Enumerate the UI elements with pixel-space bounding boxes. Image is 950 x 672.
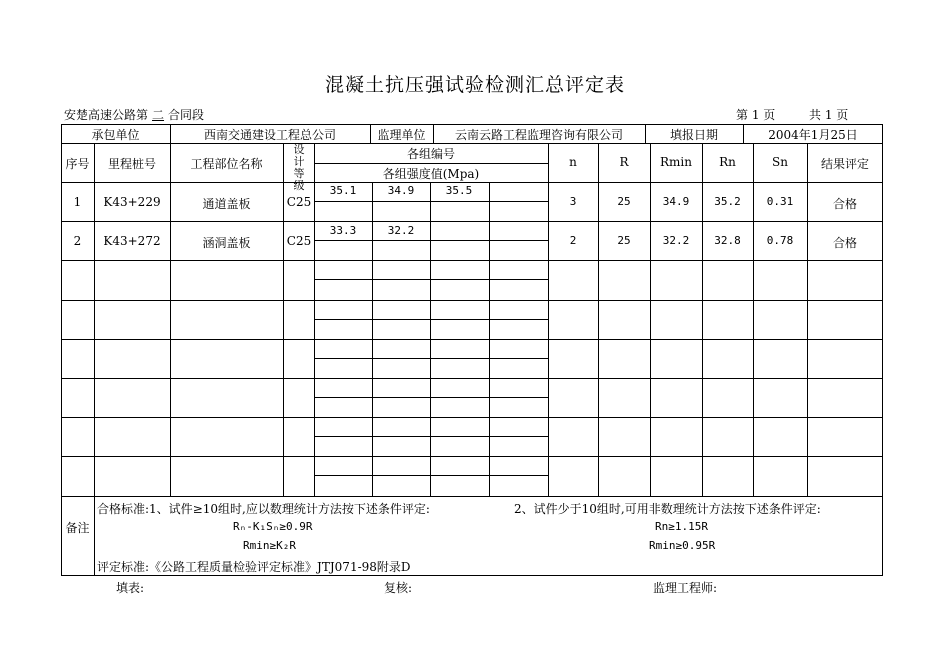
row-divider: [61, 456, 883, 457]
reviewer-label: 复核:: [384, 581, 413, 595]
col-grade: 设计等级: [293, 143, 305, 192]
row1-grade: C25: [286, 195, 312, 209]
formula-statistical-1: Rₙ-K₁Sₙ≥0.9R: [233, 520, 313, 533]
date-label: 填报日期: [669, 128, 718, 142]
page-total: 共 1 页: [809, 108, 849, 122]
value-subrow-divider: [314, 240, 548, 241]
row2-value-1: 33.3: [329, 224, 357, 237]
col-result: 结果评定: [820, 157, 869, 171]
project-prefix: 安楚高速公路第: [64, 108, 149, 122]
row2-n: 2: [569, 234, 577, 247]
project-section: [64, 106, 204, 123]
row1-rmin: 34.9: [662, 195, 690, 208]
row2-sn: 0.78: [766, 234, 794, 247]
col-part: 工程部位名称: [190, 157, 263, 171]
value-subrow-divider: [314, 475, 548, 476]
supervisor-value: 云南云路工程监理咨询有限公司: [454, 128, 623, 142]
evaluation-standard: 评定标准:《公路工程质量检验评定标准》JTJ071-98附录D: [97, 560, 411, 574]
col-strength: 各组强度值(Mpa): [382, 167, 480, 181]
row2-r: 25: [617, 234, 631, 247]
row2-value-2: 32.2: [387, 224, 415, 237]
remarks-divider: [61, 496, 883, 497]
row-divider: [61, 260, 883, 261]
row2-station: K43+272: [103, 234, 161, 248]
remarks-label: 备注: [65, 521, 90, 535]
col-group-no: 各组编号: [406, 147, 455, 161]
formula-nonstatistical-1: Rn≥1.15R: [655, 520, 708, 533]
project-suffix: 合同段: [168, 108, 205, 122]
row1-n: 3: [569, 195, 577, 208]
col-rn: Rn: [719, 155, 736, 169]
remarks-label-divider: [94, 496, 95, 576]
remarks-criteria-2: 2、试件少于10组时,可用非数理统计方法按下述条件评定:: [514, 502, 821, 516]
row1-rn: 35.2: [714, 195, 741, 208]
engineer-label: 监理工程师:: [653, 581, 718, 595]
row2-result: 合格: [832, 236, 857, 250]
value-column-divider: [430, 182, 431, 496]
row-divider: [61, 182, 883, 183]
row1-value-2: 34.9: [387, 184, 415, 197]
col-grade-cell: [284, 143, 314, 192]
row1-value-3: 35.5: [445, 184, 473, 197]
value-column-divider: [489, 182, 490, 496]
row2-grade: C25: [286, 234, 312, 248]
row-divider: [61, 339, 883, 340]
filler-label: 填表:: [116, 581, 145, 595]
row2-part: 涵洞盖板: [202, 236, 251, 250]
row1-r: 25: [617, 195, 631, 208]
col-rmin: Rmin: [660, 155, 692, 169]
value-subrow-divider: [314, 436, 548, 437]
row1-part: 通道盖板: [202, 197, 251, 211]
row1-sn: 0.31: [766, 195, 794, 208]
supervisor-label: 监理单位: [377, 128, 426, 142]
contractor-value: 西南交通建设工程总公司: [203, 128, 336, 142]
value-subrow-divider: [314, 319, 548, 320]
value-subrow-divider: [314, 397, 548, 398]
page-title: 混凝土抗压强试验检测汇总评定表: [324, 74, 625, 96]
value-subrow-divider: [314, 358, 548, 359]
row-divider: [61, 417, 883, 418]
row2-rn: 32.8: [714, 234, 741, 247]
row2-seq: 2: [73, 234, 82, 248]
row1-result: 合格: [832, 197, 857, 211]
col-n: n: [569, 155, 577, 169]
remarks-criteria-1: 合格标准:1、试件≥10组时,应以数理统计方法按下述条件评定:: [97, 502, 430, 516]
group-header-divider: [314, 163, 548, 164]
formula-nonstatistical-2: Rmin≥0.95R: [649, 539, 716, 552]
col-seq: 序号: [65, 157, 90, 171]
contractor-label: 承包单位: [91, 128, 140, 142]
value-subrow-divider: [314, 279, 548, 280]
contract-section-number: 二: [152, 108, 165, 122]
page-current: 第 1 页: [736, 108, 776, 122]
row-divider: [61, 378, 883, 379]
formula-statistical-2: Rmin≥K₂R: [243, 539, 296, 552]
value-subrow-divider: [314, 201, 548, 202]
col-r: R: [619, 155, 629, 169]
col-sn: Sn: [772, 155, 788, 169]
row1-value-1: 35.1: [329, 184, 357, 197]
row1-seq: 1: [73, 195, 82, 209]
row-divider: [61, 300, 883, 301]
date-value: 2004年1月25日: [768, 128, 858, 142]
row-divider: [61, 221, 883, 222]
row1-station: K43+229: [103, 195, 161, 209]
col-station: 里程桩号: [107, 157, 156, 171]
row2-rmin: 32.2: [662, 234, 690, 247]
